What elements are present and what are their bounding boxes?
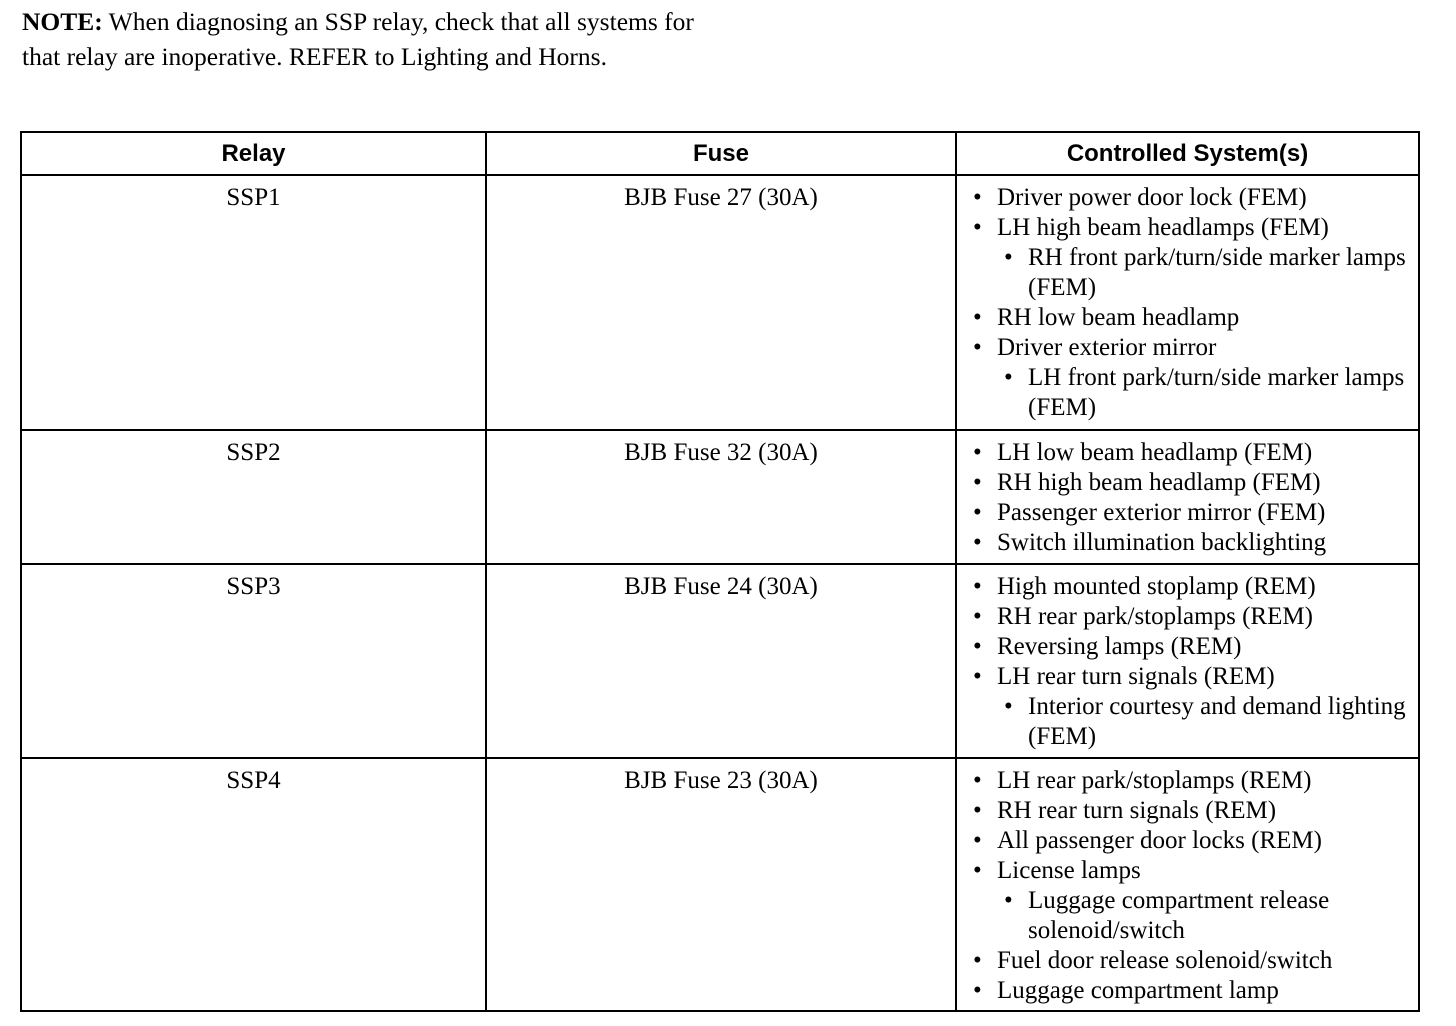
systems-cell [956, 430, 1419, 564]
header-fuse: Fuse [486, 132, 956, 175]
header-relay: Relay [21, 132, 486, 175]
system-item: • Driver exterior mirror [969, 333, 1410, 363]
systems-list [969, 438, 1410, 558]
table-row [21, 430, 1419, 564]
system-item: • Passenger exterior mirror (FEM) [969, 498, 1410, 528]
system-item: • All passenger door locks (REM) [969, 826, 1410, 856]
table-header-row [21, 132, 1419, 175]
system-item: • Switch illumination backlighting [969, 528, 1410, 558]
system-item: • LH rear turn signals (REM) [969, 662, 1410, 692]
note-label: NOTE: [22, 7, 103, 36]
system-item: • Luggage compartment lamp [969, 976, 1410, 1006]
system-item: • Reversing lamps (REM) [969, 632, 1410, 662]
fuse-cell: BJB Fuse 24 (30A) [486, 564, 956, 758]
fuse-cell: BJB Fuse 23 (30A) [486, 758, 956, 1011]
system-item: • RH low beam headlamp [969, 303, 1410, 333]
system-item: • Fuel door release solenoid/switch [969, 946, 1410, 976]
table-row [21, 564, 1419, 758]
system-item: • High mounted stoplamp (REM) [969, 572, 1410, 602]
systems-list [969, 766, 1410, 1006]
relay-cell: SSP2 [21, 430, 486, 564]
note-text: When diagnosing an SSP relay, check that all systems for that relay are inoperative. REFER to Lighting and Horns. [22, 7, 694, 71]
system-subitem: • Interior courtesy and demand lighting (FEM) [1000, 692, 1410, 752]
relay-cell: SSP1 [21, 175, 486, 430]
system-item: • LH rear park/stoplamps (REM) [969, 766, 1410, 796]
table-row [21, 175, 1419, 430]
fuse-cell: BJB Fuse 27 (30A) [486, 175, 956, 430]
systems-list [969, 572, 1410, 752]
system-item: • LH low beam headlamp (FEM) [969, 438, 1410, 468]
systems-cell [956, 175, 1419, 430]
ssp-relay-table [20, 131, 1420, 1012]
fuse-cell: BJB Fuse 32 (30A) [486, 430, 956, 564]
systems-list [969, 183, 1410, 423]
system-item: • License lamps [969, 856, 1410, 886]
system-subitem: • Luggage compartment release solenoid/switch [1000, 886, 1410, 946]
system-item: • RH high beam headlamp (FEM) [969, 468, 1410, 498]
system-subitem: • LH front park/turn/side marker lamps (FEM) [1000, 363, 1410, 423]
system-subitem: • RH front park/turn/side marker lamps (FEM) [1000, 243, 1410, 303]
relay-cell: SSP4 [21, 758, 486, 1011]
note-paragraph [22, 4, 702, 74]
header-controlled-systems: Controlled System(s) [956, 132, 1419, 175]
system-item: • RH rear park/stoplamps (REM) [969, 602, 1410, 632]
system-item: • LH high beam headlamps (FEM) [969, 213, 1410, 243]
system-item: • RH rear turn signals (REM) [969, 796, 1410, 826]
systems-cell [956, 564, 1419, 758]
systems-cell [956, 758, 1419, 1011]
system-item: • Driver power door lock (FEM) [969, 183, 1410, 213]
relay-cell: SSP3 [21, 564, 486, 758]
table-row [21, 758, 1419, 1011]
